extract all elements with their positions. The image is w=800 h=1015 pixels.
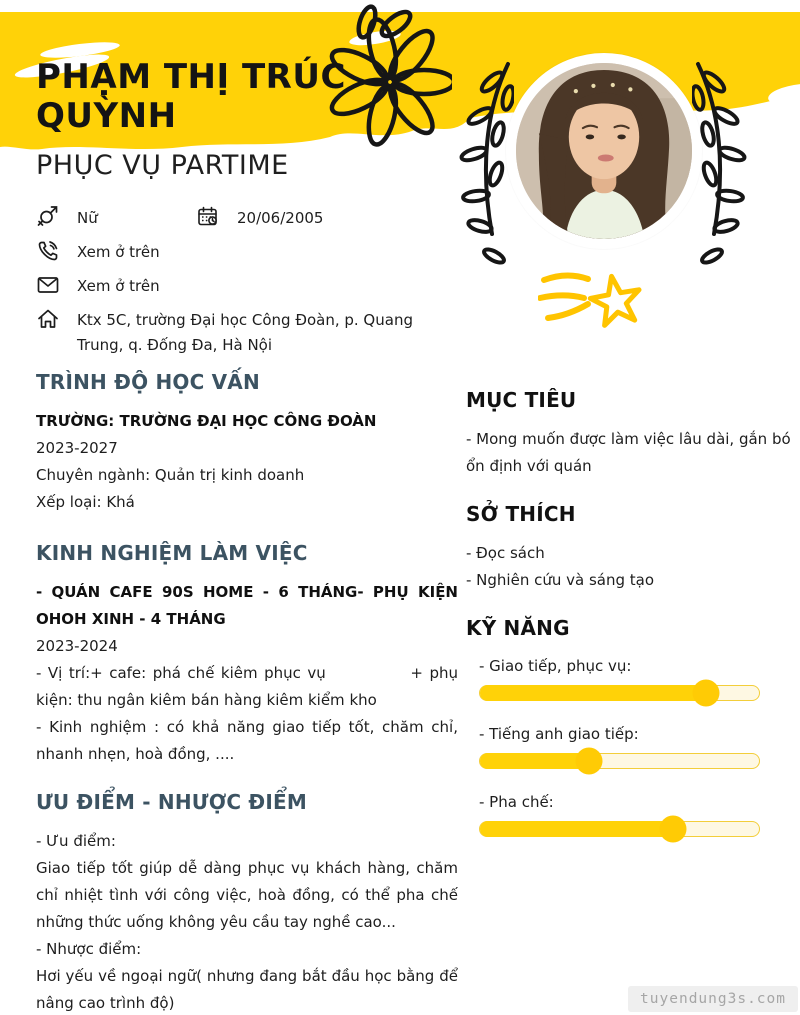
skill-slider-handle bbox=[575, 748, 602, 775]
gender-value: Nữ bbox=[77, 209, 98, 227]
skill-label: - Tiếng anh giao tiếp: bbox=[479, 725, 639, 743]
objective-text: - Mong muốn được làm việc lâu dài, gắn bó ổn định với quán bbox=[466, 430, 791, 475]
profile-photo bbox=[506, 53, 702, 249]
job-position-title: PHỤC VỤ PARTIME bbox=[36, 150, 289, 181]
skill-slider bbox=[479, 685, 760, 701]
phone-value: Xem ở trên bbox=[77, 243, 160, 261]
experience-title: - QUÁN CAFE 90S HOME - 6 THÁNG- PHỤ KIỆN OHOH XINH - 4 THÁNG bbox=[36, 583, 458, 628]
education-years: 2023-2027 bbox=[36, 439, 118, 457]
education-grade: Xếp loại: Khá bbox=[36, 493, 135, 511]
skill-item bbox=[466, 790, 796, 837]
skill-item bbox=[466, 654, 796, 701]
education-heading: TRÌNH ĐỘ HỌC VẤN bbox=[36, 370, 260, 394]
skills-heading: KỸ NĂNG bbox=[466, 616, 570, 640]
hobby-item: - Nghiên cứu và sáng tạo bbox=[466, 571, 655, 589]
skill-fill bbox=[480, 753, 591, 769]
strengths-line: - Ưu điểm: bbox=[36, 832, 116, 850]
watermark-badge: tuyendung3s.com bbox=[628, 986, 798, 1012]
strengths-line: Giao tiếp tốt giúp dễ dàng phục vụ khách hàng, chăm chỉ nhiệt tình với công việc, hoà đồng, có thể pha chế những thức uống không yêu cầu tay nghề cao... bbox=[36, 859, 458, 931]
education-school: TRƯỜNG: TRƯỜNG ĐẠI HỌC CÔNG ĐOÀN bbox=[36, 412, 377, 430]
objective-heading: MỤC TIÊU bbox=[466, 388, 577, 412]
strengths-heading: ƯU ĐIỂM - NHƯỢC ĐIỂM bbox=[36, 790, 307, 814]
skill-slider-handle bbox=[692, 680, 719, 707]
experience-heading: KINH NGHIỆM LÀM VIỆC bbox=[36, 541, 308, 565]
laurel-branch-left-icon bbox=[458, 58, 514, 268]
home-icon bbox=[36, 307, 60, 331]
hobbies-heading: SỞ THÍCH bbox=[466, 502, 576, 526]
envelope-icon bbox=[36, 273, 60, 297]
address-value: Ktx 5C, trường Đại học Công Đoàn, p. Quang Trung, q. Đống Đa, Hà Nội bbox=[77, 311, 413, 354]
experience-position: - Vị trí:+ cafe: phá chế kiêm phục vụ + phụ kiện: thu ngân kiêm bán hàng kiêm kiểm kho bbox=[36, 664, 463, 709]
left-column bbox=[36, 370, 463, 1015]
skill-label: - Pha chế: bbox=[479, 793, 554, 811]
birthday-value: 20/06/2005 bbox=[237, 209, 324, 227]
education-major: Chuyên ngành: Quản trị kinh doanh bbox=[36, 466, 305, 484]
gender-icon bbox=[36, 205, 60, 229]
skill-slider bbox=[479, 821, 760, 837]
skill-item bbox=[466, 722, 796, 769]
skill-slider-handle bbox=[659, 816, 686, 843]
experience-detail: - Kinh nghiệm : có khả năng giao tiếp tốt, chăm chỉ, nhanh nhẹn, hoà đồng, .... bbox=[36, 718, 458, 763]
skill-label: - Giao tiếp, phục vụ: bbox=[479, 657, 632, 675]
skill-fill bbox=[480, 685, 708, 701]
hobby-item: - Đọc sách bbox=[466, 544, 545, 562]
email-value: Xem ở trên bbox=[77, 277, 160, 295]
calendar-icon bbox=[196, 205, 220, 229]
strengths-line: Hơi yếu về ngoại ngữ( nhưng đang bắt đầu học bằng để nâng cao trình độ) bbox=[36, 967, 458, 1012]
skill-slider bbox=[479, 753, 760, 769]
skill-fill bbox=[480, 821, 675, 837]
right-column bbox=[466, 388, 796, 858]
experience-years: 2023-2024 bbox=[36, 637, 118, 655]
contact-section bbox=[36, 206, 460, 367]
strengths-line: - Nhược điểm: bbox=[36, 940, 142, 958]
candidate-name: PHẠM THỊ TRÚC QUỲNH bbox=[36, 57, 346, 137]
phone-icon bbox=[36, 239, 60, 263]
shooting-star-icon bbox=[538, 266, 650, 336]
